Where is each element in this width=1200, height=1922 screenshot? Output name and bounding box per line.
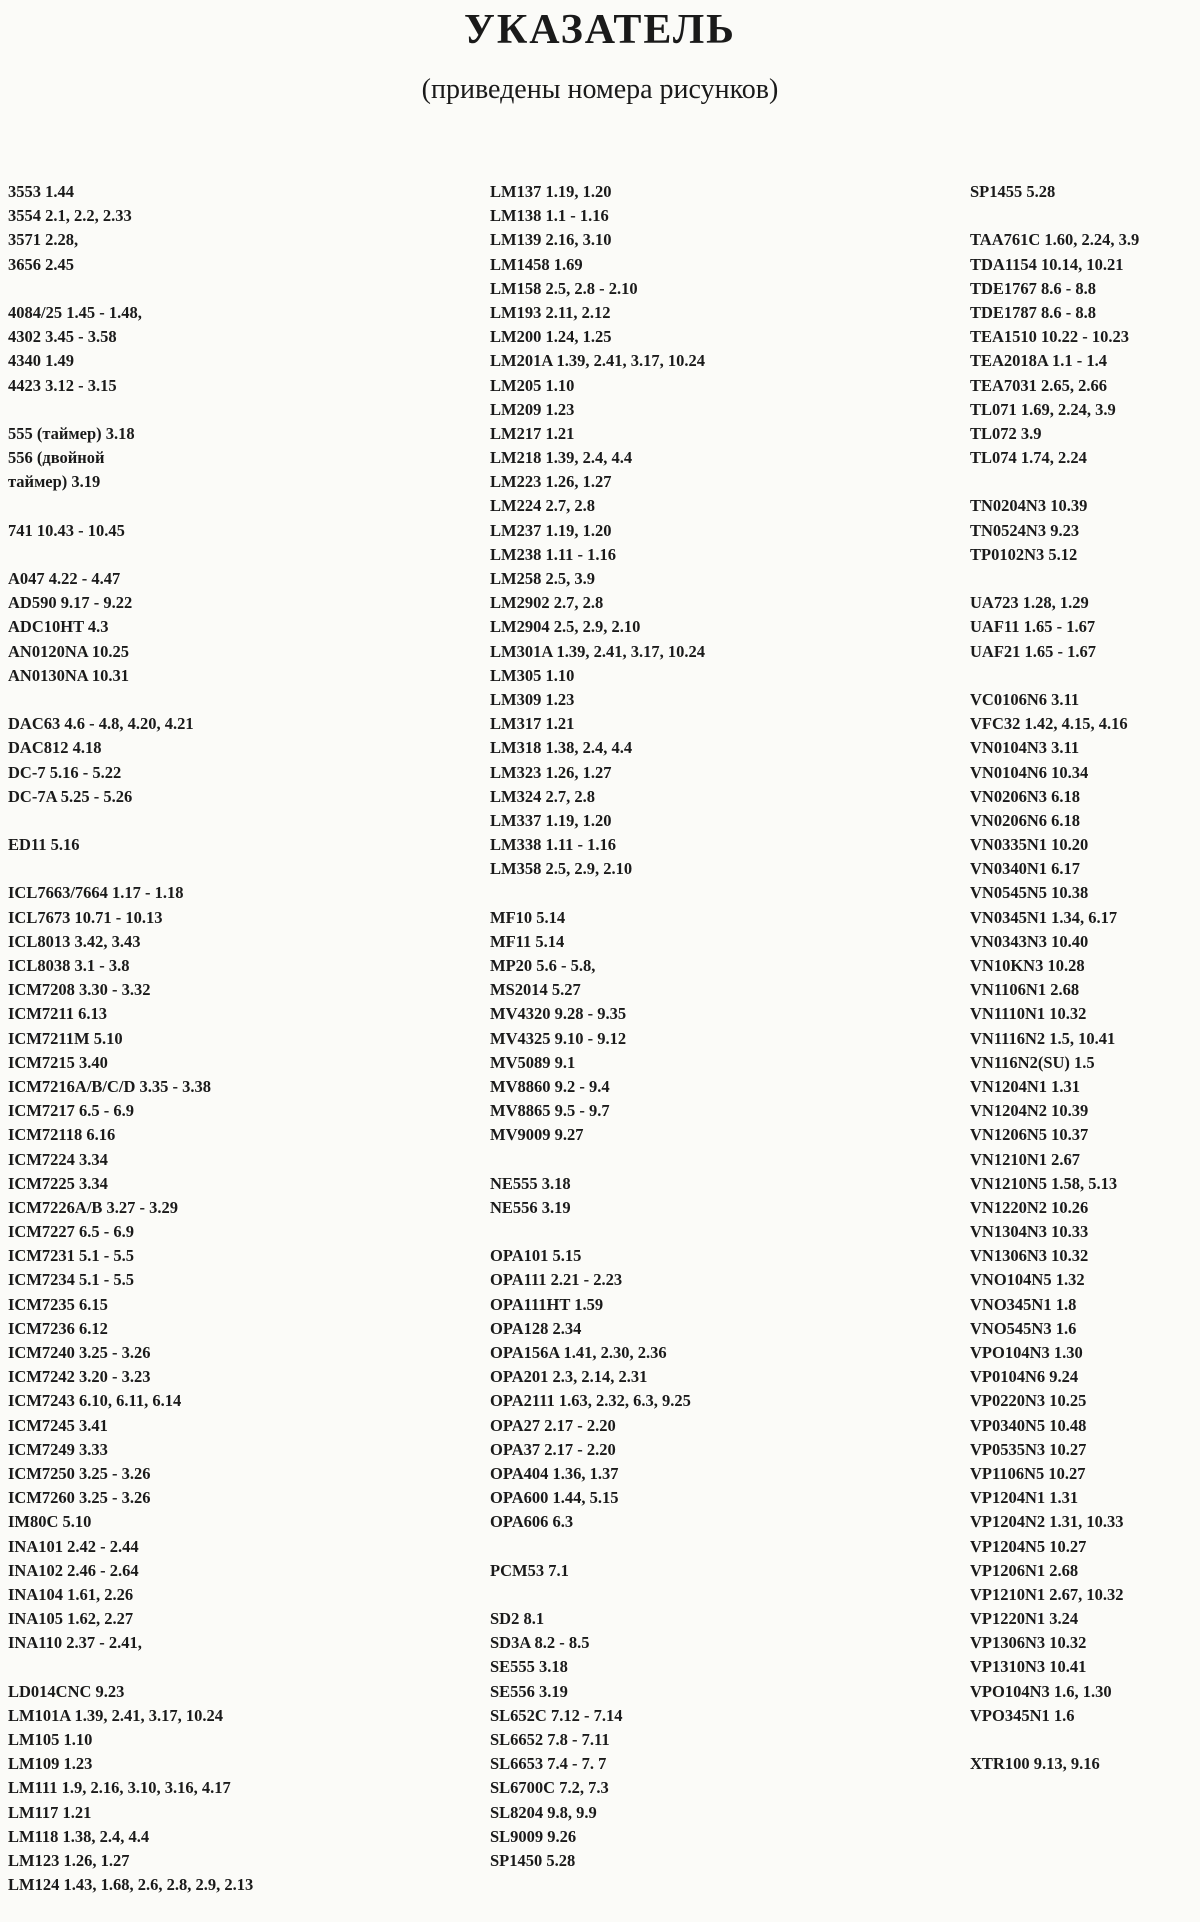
index-entry: VP1204N1 1.31 [970,1488,1079,1508]
index-entry: VN1116N2 1.5, 10.41 [970,1028,1116,1048]
index-entry: VNO104N5 1.32 [970,1270,1085,1290]
index-group [8,1680,388,1898]
index-entry: VP1204N2 1.31, 10.33 [970,1512,1124,1532]
index-entry: LM224 2.7, 2.8 [490,496,595,516]
index-entry: SL9009 9.26 [490,1826,577,1846]
index-entry: INA101 2.42 - 2.44 [8,1536,139,1556]
index-entry: VN0206N6 6.18 [970,810,1080,830]
index-entry: TN0524N3 9.23 [970,520,1080,540]
index-group [490,906,870,1148]
index-group [970,228,1195,470]
index-entry: OPA27 2.17 - 2.20 [490,1415,616,1435]
index-group [970,1752,1195,1776]
index-entry: AN0120NA 10.25 [8,641,130,661]
index-entry: PCM53 7.1 [490,1560,569,1580]
index-entry: ICL7673 10.71 - 10.13 [8,907,163,927]
index-entry: LM323 1.26, 1.27 [490,762,612,782]
index-entry: XTR100 9.13, 9.16 [970,1754,1100,1774]
index-entry: LD014CNC 9.23 [8,1681,125,1701]
index-entry: MF10 5.14 [490,907,566,927]
index-entry: MS2014 5.27 [490,980,581,1000]
index-entry: ICM7225 3.34 [8,1173,108,1193]
index-entry: LM209 1.23 [490,399,575,419]
index-entry: VP0340N5 10.48 [970,1415,1087,1435]
index-entry: VN1206N5 10.37 [970,1125,1089,1145]
index-entry: NE555 3.18 [490,1173,571,1193]
index-group [490,1244,870,1534]
index-entry: VC0106N6 3.11 [970,689,1080,709]
index-entry: TEA7031 2.65, 2.66 [970,375,1108,395]
index-entry: AN0130NA 10.31 [8,665,130,685]
index-entry: SL8204 9.8, 9.9 [490,1802,597,1822]
index-entry: LM124 1.43, 1.68, 2.6, 2.8, 2.9, 2.13 [8,1875,254,1895]
index-entry: ICM72118 6.16 [8,1125,116,1145]
index-entry: LM201A 1.39, 2.41, 3.17, 10.24 [490,351,705,371]
index-entry: LM258 2.5, 3.9 [490,569,595,588]
index-entry: ICM7243 6.10, 6.11, 6.14 [8,1391,182,1411]
index-group [970,688,1195,1728]
index-entry: LM237 1.19, 1.20 [490,520,612,540]
index-group [970,494,1195,567]
index-entry: LM238 1.11 - 1.16 [490,544,617,564]
index-entry: VP1310N3 10.41 [970,1657,1087,1677]
index-entry: ICM7260 3.25 - 3.26 [8,1488,151,1508]
index-entry: LM101A 1.39, 2.41, 3.17, 10.24 [8,1705,223,1725]
index-entry: LM137 1.19, 1.20 [490,182,612,201]
index-entry: ICM7236 6.12 [8,1318,108,1338]
index-entry: DC-7 5.16 - 5.22 [8,762,122,782]
index-group [8,881,388,1655]
index-entry: OPA156A 1.41, 2.30, 2.36 [490,1343,667,1362]
index-entry: ICM7211M 5.10 [8,1028,123,1048]
index-entry: NE556 3.19 [490,1197,571,1217]
index-entry: LM218 1.39, 2.4, 4.4 [490,448,633,468]
index-entry: LM193 2.11, 2.12 [490,302,611,322]
index-entry: MP20 5.6 - 5.8, [490,956,596,975]
index-entry: VN0104N6 10.34 [970,762,1089,782]
index-entry: MV4325 9.10 - 9.12 [490,1028,627,1048]
index-entry: ICM7249 3.33 [8,1439,108,1459]
index-entry: LM205 1.10 [490,375,575,395]
index-entry: LM117 1.21 [8,1802,92,1822]
index-entry: SD3A 8.2 - 8.5 [490,1633,590,1653]
index-group [8,833,388,857]
index-entry: LM200 1.24, 1.25 [490,327,612,347]
index-entry: MF11 5.14 [490,931,565,951]
index-entry: SP1450 5.28 [490,1850,576,1870]
index-entry: 4340 1.49 [8,351,74,371]
index-entry: VN1306N3 10.32 [970,1246,1089,1266]
index-entry: UAF11 1.65 - 1.67 [970,617,1096,637]
index-entry: VP1204N5 10.27 [970,1536,1087,1556]
index-entry: VN0206N3 6.18 [970,786,1080,806]
index-entry: ICM7227 6.5 - 6.9 [8,1222,135,1242]
index-entry: ICM7242 3.20 - 3.23 [8,1367,151,1387]
index-entry: VP1306N3 10.32 [970,1633,1087,1653]
index-entry: ICM7235 6.15 [8,1294,108,1314]
index-entry: SP1455 5.28 [970,182,1056,201]
index-entry: OPA37 2.17 - 2.20 [490,1439,616,1459]
index-subtitle: (приведены номера рисунков) [421,74,779,105]
index-entry: ICL7663/7664 1.17 - 1.18 [8,883,184,903]
index-entry: A047 4.22 - 4.47 [8,569,121,588]
index-entry: VNO345N1 1.8 [970,1294,1077,1314]
index-entry: LM139 2.16, 3.10 [490,230,612,250]
index-entry: OPA111HT 1.59 [490,1294,604,1314]
index-entry: TL072 3.9 [970,423,1042,443]
index-entry: TN0204N3 10.39 [970,496,1088,516]
index-group [8,712,388,809]
index-entry: LM318 1.38, 2.4, 4.4 [490,738,633,758]
index-entry: ICM7250 3.25 - 3.26 [8,1463,151,1483]
index-entry: VP1206N1 2.68 [970,1560,1079,1580]
index-entry: TP0102N3 5.12 [970,544,1078,564]
index-group [490,1559,870,1583]
index-entry: TL074 1.74, 2.24 [970,448,1087,468]
index-entry: INA110 2.37 - 2.41, [8,1633,142,1653]
index-entry: DAC63 4.6 - 4.8, 4.20, 4.21 [8,714,194,734]
index-entry: 555 (таймер) 3.18 [8,423,135,443]
index-entry: LM111 1.9, 2.16, 3.10, 3.16, 4.17 [8,1778,231,1798]
index-entry: ICM7224 3.34 [8,1149,108,1169]
index-entry: LM118 1.38, 2.4, 4.4 [8,1826,150,1846]
index-entry: OPA101 5.15 [490,1246,582,1266]
index-entry: VPO104N3 1.6, 1.30 [970,1681,1112,1701]
index-entry: DC-7A 5.25 - 5.26 [8,786,133,806]
index-entry: LM305 1.10 [490,665,575,685]
index-entry: SE556 3.19 [490,1681,568,1701]
index-entry: ICL8038 3.1 - 3.8 [8,956,130,975]
index-entry: 741 10.43 - 10.45 [8,520,125,540]
index-entry: OPA111 2.21 - 2.23 [490,1270,623,1290]
index-entry: SL652C 7.12 - 7.14 [490,1705,623,1725]
index-entry: LM105 1.10 [8,1730,93,1749]
index-group [8,519,388,543]
index-entry: VNO545N3 1.6 [970,1318,1077,1338]
index-entry: SE555 3.18 [490,1657,568,1677]
index-entry: SL6700C 7.2, 7.3 [490,1778,609,1798]
index-entry: VN1210N5 1.58, 5.13 [970,1173,1118,1193]
index-entry: DAC812 4.18 [8,738,102,758]
index-entry: VP1106N5 10.27 [970,1463,1086,1483]
index-entry: TDE1767 8.6 - 8.8 [970,278,1097,298]
index-entry: VP0104N6 9.24 [970,1367,1079,1387]
index-group [970,180,1195,204]
index-entry: ICM7216A/B/C/D 3.35 - 3.38 [8,1076,212,1096]
index-entry: TEA1510 10.22 - 10.23 [970,327,1130,347]
index-entry: OPA606 6.3 [490,1512,574,1532]
index-entry: OPA600 1.44, 5.15 [490,1488,619,1508]
index-entry: LM123 1.26, 1.27 [8,1850,130,1870]
index-entry: VN0104N3 3.11 [970,738,1080,758]
index-group [8,567,388,688]
index-entry: таймер) 3.19 [8,472,101,492]
index-entry: LM338 1.11 - 1.16 [490,835,617,855]
index-entry: SD2 8.1 [490,1609,545,1629]
index-entry: LM217 1.21 [490,423,575,443]
index-entry: VPO345N1 1.6 [970,1705,1075,1725]
index-entry: VFC32 1.42, 4.15, 4.16 [970,714,1128,734]
index-entry: ICM7245 3.41 [8,1415,108,1435]
index-entry: VN116N2(SU) 1.5 [970,1052,1095,1072]
index-entry: VN0545N5 10.38 [970,883,1089,903]
index-entry: INA104 1.61, 2.26 [8,1584,134,1604]
index-entry: LM109 1.23 [8,1754,93,1774]
index-entry: TDA1154 10.14, 10.21 [970,254,1124,274]
index-entry: VPO104N3 1.30 [970,1343,1083,1362]
index-entry: AD590 9.17 - 9.22 [8,593,133,613]
index-entry: OPA128 2.34 [490,1318,582,1338]
index-group [490,1607,870,1873]
index-entry: LM158 2.5, 2.8 - 2.10 [490,278,638,298]
index-entry: VN1106N1 2.68 [970,980,1080,1000]
index-entry: OPA201 2.3, 2.14, 2.31 [490,1367,648,1387]
index-column-3 [970,180,1195,1801]
index-entry: VN1304N3 10.33 [970,1222,1089,1242]
index-entry: 4084/25 1.45 - 1.48, [8,302,142,322]
index-entry: VN1204N2 10.39 [970,1101,1089,1121]
index-entry: UAF21 1.65 - 1.67 [970,641,1097,661]
index-entry: ADC10HT 4.3 [8,617,109,637]
index-entry: ED11 5.16 [8,835,80,855]
index-entry: VP1220N1 3.24 [970,1609,1079,1629]
index-entry: LM317 1.21 [490,714,575,734]
index-entry: ICM7215 3.40 [8,1052,108,1072]
index-title: УКАЗАТЕЛЬ [464,7,736,53]
index-entry: INA105 1.62, 2.27 [8,1609,134,1629]
index-entry: VN1210N1 2.67 [970,1149,1080,1169]
index-entry: OPA2111 1.63, 2.32, 6.3, 9.25 [490,1391,691,1411]
index-group [490,180,870,881]
index-entry: MV4320 9.28 - 9.35 [490,1004,627,1024]
index-entry: VN1220N2 10.26 [970,1197,1089,1217]
index-entry: MV8865 9.5 - 9.7 [490,1101,610,1121]
index-entry: INA102 2.46 - 2.64 [8,1560,139,1580]
index-entry: VP1210N1 2.67, 10.32 [970,1584,1124,1604]
index-group [8,301,388,398]
index-group [8,422,388,495]
index-entry: LM309 1.23 [490,689,575,709]
index-entry: TL071 1.69, 2.24, 3.9 [970,399,1116,419]
index-entry: VN1110N1 10.32 [970,1004,1087,1024]
index-entry: MV8860 9.2 - 9.4 [490,1076,610,1096]
index-entry: ICM7217 6.5 - 6.9 [8,1101,135,1121]
index-entry: LM301A 1.39, 2.41, 3.17, 10.24 [490,641,705,661]
index-entry: LM223 1.26, 1.27 [490,472,612,492]
index-entry: ICL8013 3.42, 3.43 [8,931,141,951]
index-entry: MV9009 9.27 [490,1125,584,1145]
index-group [490,1172,870,1220]
index-group [970,591,1195,664]
index-group [8,180,388,277]
index-entry: VP0220N3 10.25 [970,1391,1087,1411]
index-entry: ICM7240 3.25 - 3.26 [8,1343,151,1362]
index-entry: TAA761C 1.60, 2.24, 3.9 [970,230,1140,250]
index-entry: 3571 2.28, [8,230,79,250]
index-entry: VN0335N1 10.20 [970,835,1089,855]
index-entry: 556 (двойной [8,448,105,468]
index-entry: VN0340N1 6.17 [970,859,1080,879]
index-entry: LM358 2.5, 2.9, 2.10 [490,859,633,879]
index-entry: ICM7226A/B 3.27 - 3.29 [8,1197,179,1217]
index-entry: TDE1787 8.6 - 8.8 [970,302,1097,322]
index-entry: UA723 1.28, 1.29 [970,593,1089,613]
index-entry: VN0345N1 1.34, 6.17 [970,907,1118,927]
index-entry: 4423 3.12 - 3.15 [8,375,117,395]
index-column-1 [8,180,388,1922]
index-entry: ICM7231 5.1 - 5.5 [8,1246,135,1266]
index-entry: VN10KN3 10.28 [970,956,1085,975]
index-entry: ICM7211 6.13 [8,1004,107,1024]
index-column-2 [490,180,870,1897]
index-entry: SL6652 7.8 - 7.11 [490,1730,610,1749]
index-entry: TEA2018A 1.1 - 1.4 [970,351,1108,371]
index-entry: ICM7234 5.1 - 5.5 [8,1270,135,1290]
index-entry: MV5089 9.1 [490,1052,576,1072]
index-entry: LM2904 2.5, 2.9, 2.10 [490,617,641,637]
index-entry: LM337 1.19, 1.20 [490,810,612,830]
index-entry: 3554 2.1, 2.2, 2.33 [8,206,132,226]
index-entry: VP0535N3 10.27 [970,1439,1087,1459]
index-entry: LM2902 2.7, 2.8 [490,593,604,613]
index-entry: 3656 2.45 [8,254,74,274]
index-entry: LM1458 1.69 [490,254,583,274]
index-entry: OPA404 1.36, 1.37 [490,1463,619,1483]
index-entry: ICM7208 3.30 - 3.32 [8,980,151,1000]
index-entry: IM80C 5.10 [8,1512,92,1532]
index-entry: 3553 1.44 [8,182,74,201]
index-entry: 4302 3.45 - 3.58 [8,327,117,347]
index-entry: LM324 2.7, 2.8 [490,786,595,806]
index-entry: VN1204N1 1.31 [970,1076,1080,1096]
index-entry: SL6653 7.4 - 7. 7 [490,1754,607,1774]
index-entry: VN0343N3 10.40 [970,931,1089,951]
index-entry: LM138 1.1 - 1.16 [490,206,609,226]
